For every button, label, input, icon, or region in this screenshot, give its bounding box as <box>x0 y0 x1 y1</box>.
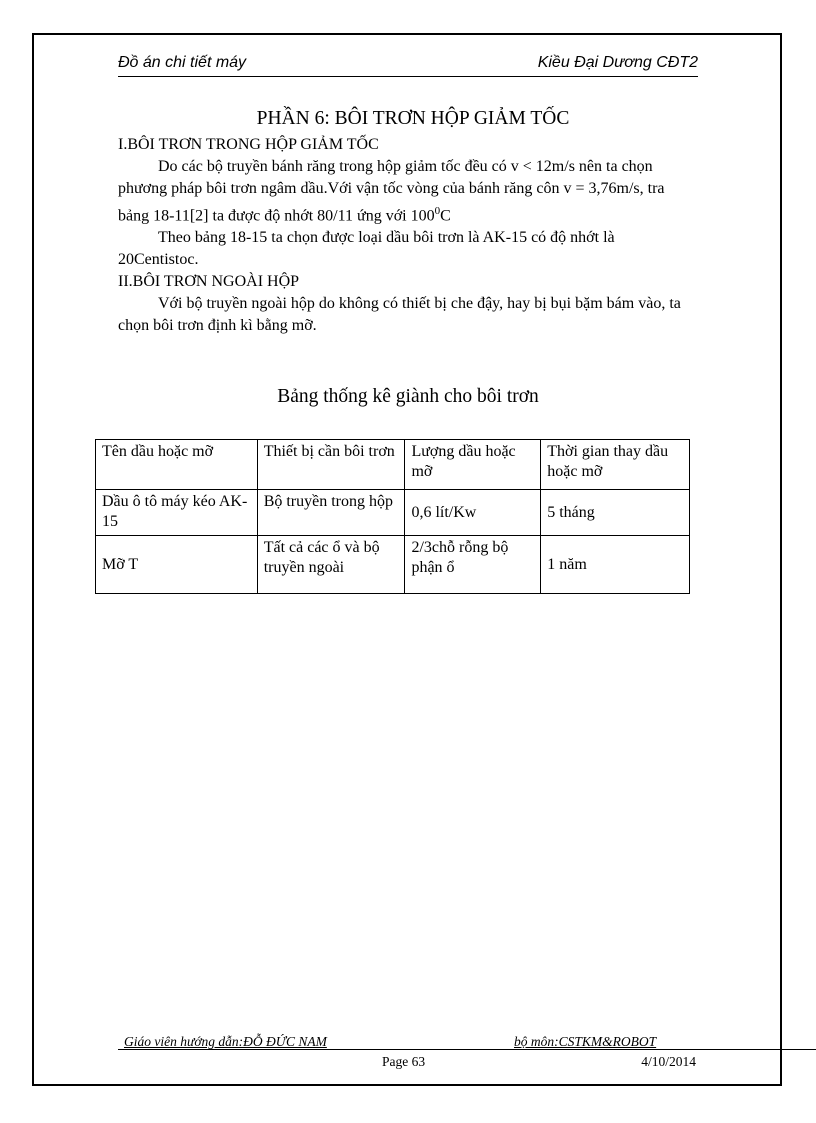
section-1-heading: I.BÔI TRƠN TRONG HỘP GIẢM TỐC <box>118 136 379 153</box>
table-header-cell: Thiết bị cần bôi trơn <box>257 440 405 490</box>
table-row <box>96 536 690 594</box>
section-1-paragraph-1-text: Do các bộ truyền bánh răng trong hộp giảm tốc đều có v < 12m/s nên ta chọn phương pháp bôi trơn ngâm dầu.Với vận tốc vòng của bánh răng côn v = 3,76m/s, tra bảng 18-11[2] ta được độ nhớt 80/11 ứng với 100 <box>118 158 665 225</box>
header-course: Đồ án chi tiết máy <box>118 54 247 71</box>
page-number: Page 63 <box>382 1054 426 1069</box>
table-cell: Tất cả các ổ và bộ truyền ngoài <box>257 536 405 594</box>
table-cell: Dầu ô tô máy kéo AK- 15 <box>96 490 258 536</box>
footer-department: bộ môn:CSTKM&ROBOT <box>514 1034 657 1049</box>
degree-superscript: 0 <box>434 205 441 217</box>
section-2-heading: II.BÔI TRƠN NGOÀI HỘP <box>118 273 300 291</box>
table-cell: 2/3chỗ rỗng bộ phận ổ <box>405 536 541 594</box>
table-row <box>96 490 690 536</box>
table-cell: 0,6 lít/Kw <box>405 490 541 536</box>
section-1-paragraph-1 <box>118 156 698 227</box>
table-header-cell: Tên dầu hoặc mỡ <box>96 440 258 490</box>
footer-date: 4/10/2014 <box>641 1054 696 1069</box>
table-cell: 5 tháng <box>541 490 690 536</box>
table-header-row <box>96 440 690 490</box>
table-cell: Bộ truyền trong hộp <box>257 490 405 536</box>
section-2-paragraph-1: Với bộ truyền ngoài hộp do không có thiết bị che đậy, hay bị bụi bặm bám vào, ta chọn bôi trơn định kì bằng mỡ. <box>118 295 681 335</box>
table-title: Bảng thống kê giành cho bôi trơn <box>277 386 539 407</box>
table-header-cell: Thời gian thay dầu hoặc mỡ <box>541 440 690 490</box>
footer-teacher: Giáo viên hướng dẫn:ĐỖ ĐỨC NAM <box>124 1034 327 1049</box>
table-header-cell: Lượng dầu hoặc mỡ <box>405 440 541 490</box>
table-cell: 1 năm <box>541 536 690 594</box>
page-header <box>118 54 698 77</box>
section-1-paragraph-2: Theo bảng 18-15 ta chọn được loại dầu bôi trơn là AK-15 có độ nhớt là 20Centistoc. <box>118 229 615 269</box>
lubrication-table <box>95 439 690 594</box>
footer-divider <box>118 1049 816 1050</box>
celsius-unit: C <box>440 207 451 225</box>
header-author: Kiều Đại Dương CĐT2 <box>537 54 698 71</box>
page-title: PHẦN 6: BÔI TRƠN HỘP GIẢM TỐC <box>256 108 570 129</box>
table-cell: Mỡ T <box>96 536 258 594</box>
section-1 <box>118 134 698 337</box>
